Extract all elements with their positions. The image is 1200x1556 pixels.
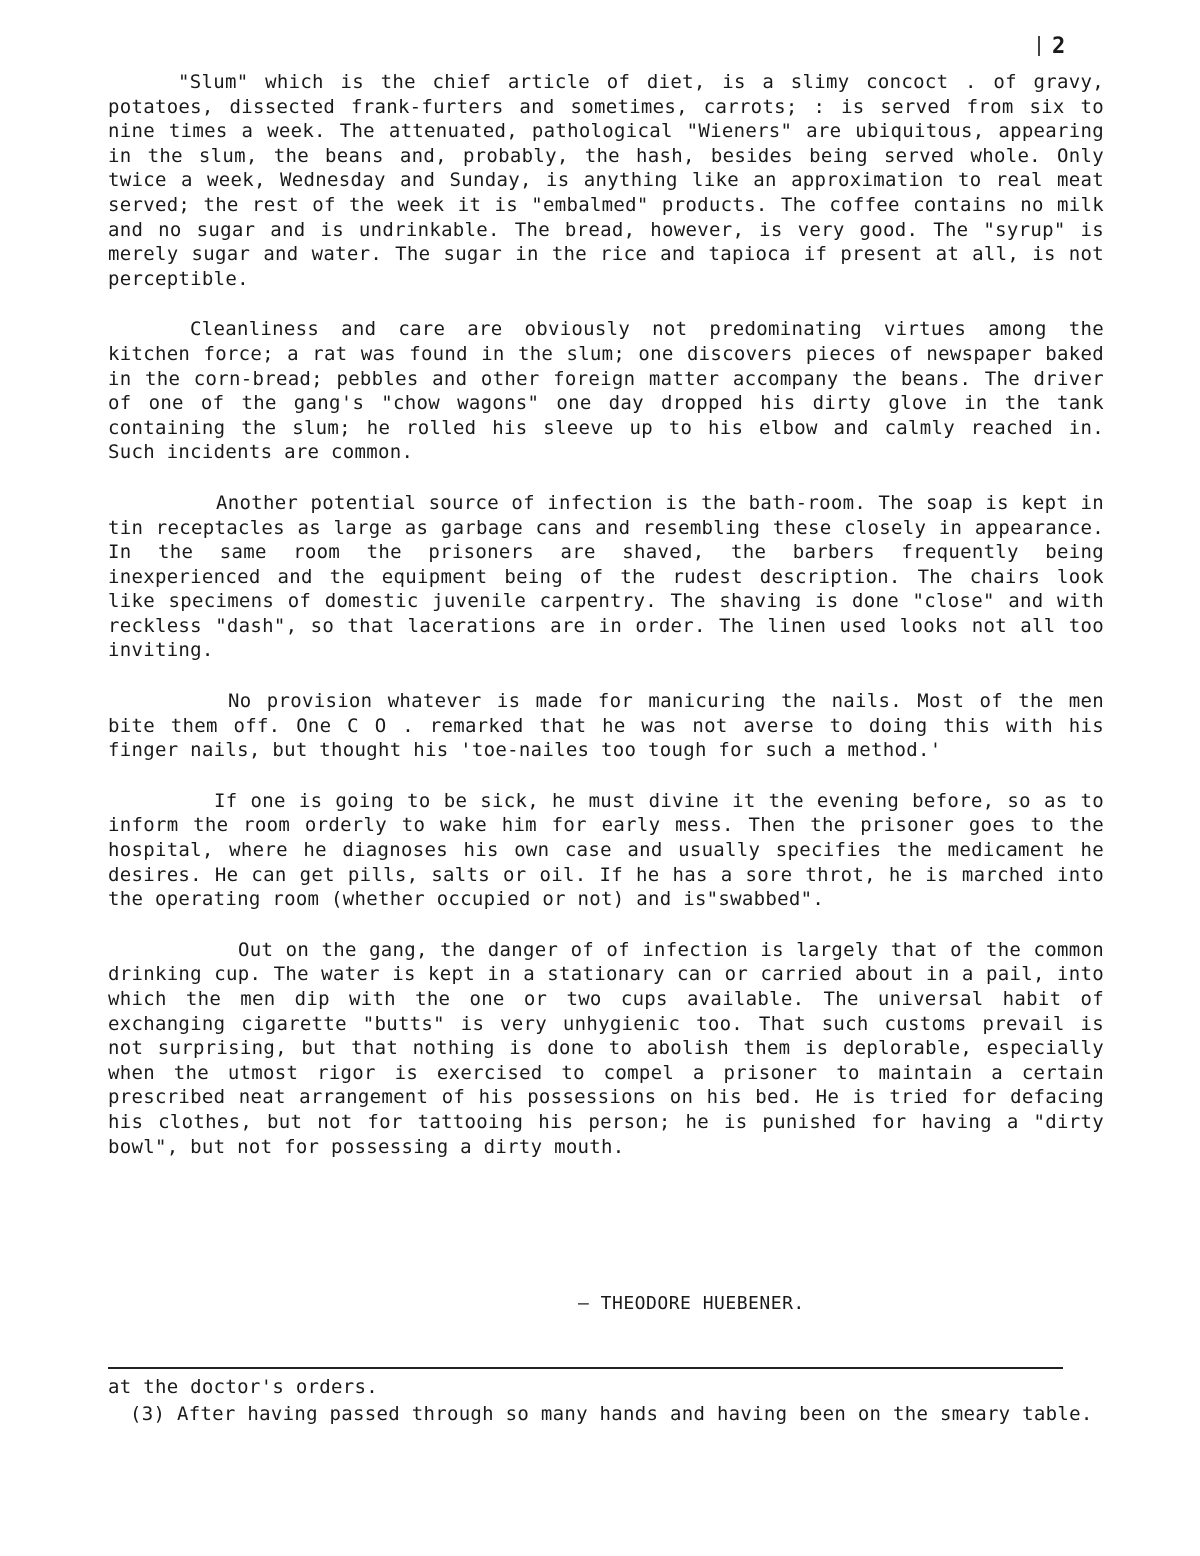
paragraph-sickness: If one is going to be sick, he must divine it the evening before, so as to inform the room orderly to wake him for early mess. Then the prisoner goes to the hospital, where he diagnoses his own case and usually specifies the medicament he desires. He can get pills, salts or oil. If he has a sore throt, he is marched into the operating room (whether occupied or not) and is"swabbed". xyxy=(108,789,1104,911)
paragraph-nails: No provision whatever is made for manicuring the nails. Most of the men bite them off. One C O . remarked that he was not averse to doing this with his finger nails, but thought his 'toe-nailes too tough for such a method.' xyxy=(108,690,1104,762)
footnote-3: (3) After having passed through so many hands and having been on the smeary table. xyxy=(130,1403,1093,1425)
footnote-divider xyxy=(108,1367,1063,1369)
page-number-text: 2 xyxy=(1052,34,1066,59)
paragraph-diet: "Slum" which is the chief article of diet, is a slimy concoct . of gravy, potatoes, dissected frank-furters and sometimes, carrots; : is served from six to nine times a week. The attenuated, pathological "Wieners" are ubiquitous, appearing in the slum, the beans and, probably, the hash, besides being served whole. Only twice a week, Wednesday and Sunday, is anything like an approximation to real meat served; the rest of the week it is "embalmed" products. The coffee contains no milk and no sugar and is undrinkable. The bread, however, is very good. The "syrup" is merely sugar and water. The sugar in the rice and tapioca if present at all, is not perceptible. xyxy=(108,71,1104,290)
footnote-continuation: at the doctor's orders. xyxy=(108,1376,378,1398)
document-body xyxy=(108,70,1104,1159)
paragraph-bath-room: Another potential source of infection is the bath-room. The soap is kept in tin receptacles as large as garbage cans and resembling these closely in appearance. In the same room the prisoners are shaved, the barbers frequently being inexperienced and the equipment being of the rudest description. The chairs look like specimens of domestic juvenile carpentry. The shaving is done "close" and with reckless "dash", so that lacerations are in order. The linen used looks not all too inviting. xyxy=(108,491,1104,662)
paragraph-gang-infection: Out on the gang, the danger of of infection is largely that of the common drinking cup. The water is kept in a stationary can or carried about in a pail, into which the men dip with the one or two cups available. The universal habit of exchanging cigarette "butts" is very unhygienic too. That such customs prevail is not surprising, but that nothing is done to abolish them is deplorable, especially when the utmost rigor is exercised to compel a prisoner to maintain a certain prescribed neat arrangement of his possessions on his bed. He is tried for defacing his clothes, but not for tattooing his person; he is punished for having a "dirty bowl", but not for possessing a dirty mouth. xyxy=(108,938,1104,1158)
author-signature: — THEODORE HUEBENER. xyxy=(578,1293,805,1314)
margin-mark xyxy=(1038,36,1040,56)
paragraph-kitchen-cleanliness: Cleanliness and care are obviously not predominating virtues among the kitchen force; a rat was found in the slum; one discovers pieces of newspaper baked in the corn-bread; pebbles and other foreign matter accompany the beans. The driver of one of the gang's "chow wagons" one day dropped his dirty glove in the tank containing the slum; he rolled his sleeve up to his elbow and calmly reached in. Such incidents are common. xyxy=(108,318,1104,464)
page-number xyxy=(1038,34,1065,59)
